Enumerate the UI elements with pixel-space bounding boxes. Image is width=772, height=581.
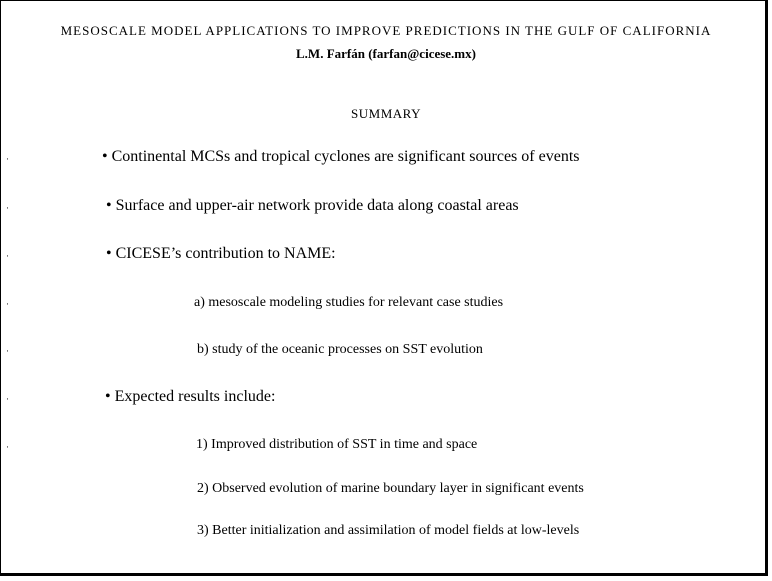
- row-marker: ·: [6, 394, 9, 404]
- result-item-3: 3) Better initialization and assimilation of model fields at low-levels: [197, 523, 580, 538]
- author-line: L.M. Farfán (farfan@cicese.mx): [296, 46, 476, 61]
- bullet-mcs-cyclones: • Continental MCSs and tropical cyclones are significant sources of events: [102, 148, 580, 165]
- summary-heading: SUMMARY: [351, 106, 421, 121]
- row-marker: ·: [6, 299, 9, 309]
- row-marker: ·: [6, 251, 9, 261]
- row-marker: ·: [6, 203, 9, 213]
- bullet-surface-network: • Surface and upper-air network provide data along coastal areas: [106, 197, 519, 214]
- bullet-cicese-contribution: • CICESE’s contribution to NAME:: [106, 245, 336, 262]
- sub-item-a: a) mesoscale modeling studies for relevant case studies: [194, 295, 504, 310]
- sub-item-b: b) study of the oceanic processes on SST evolution: [197, 342, 483, 357]
- row-marker: ·: [6, 154, 9, 164]
- bullet-expected-results: • Expected results include:: [105, 388, 276, 405]
- document-title: MESOSCALE MODEL APPLICATIONS TO IMPROVE PREDICTIONS IN THE GULF OF CALIFORNIA: [60, 23, 712, 38]
- row-marker: ·: [6, 346, 9, 356]
- row-marker: ·: [6, 442, 9, 452]
- result-item-1: 1) Improved distribution of SST in time and space: [196, 437, 478, 452]
- result-item-2: 2) Observed evolution of marine boundary layer in significant events: [197, 481, 584, 496]
